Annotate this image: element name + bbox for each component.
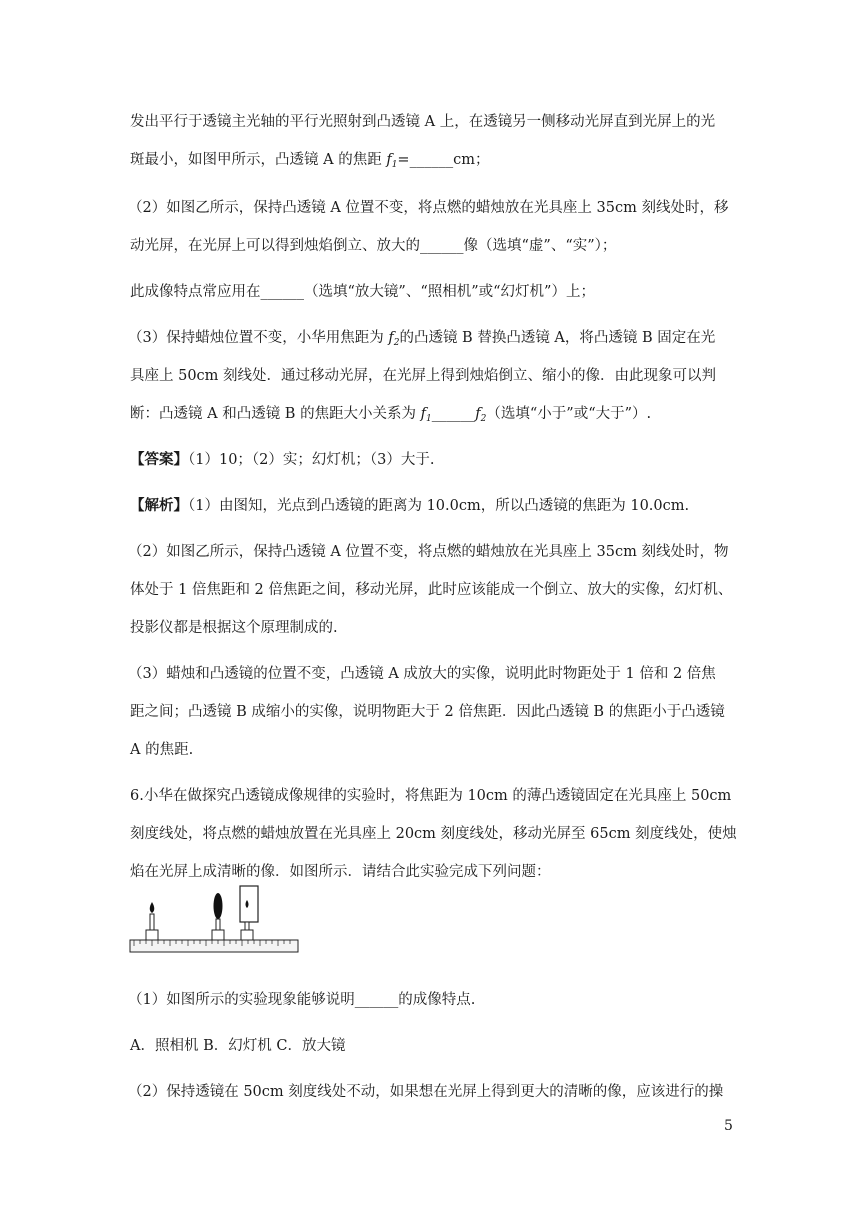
question-part-3: （3）保持蜡烛位置不变，小华用焦距为 $f_2$的凸透镜 B 替换凸透镜 A，将凸透镜 B 固定在光 bbox=[128, 330, 716, 348]
convex-lens bbox=[212, 893, 224, 940]
bench-rail bbox=[130, 940, 298, 952]
text-line: 体处于 1 倍焦距和 2 倍焦距之间，移动光屏，此时应该能成一个倒立、放大的实像，幻灯机、 bbox=[130, 582, 733, 598]
answer-tag: 【答案】 bbox=[130, 451, 188, 468]
text-line: 刻度线处，将点燃的蜡烛放置在光具座上 20cm 刻度线处，移动光屏至 65cm 刻度线处，使烛 bbox=[130, 826, 737, 842]
text-line: 投影仪都是根据这个原理制成的. bbox=[130, 620, 338, 636]
question-part-2: （2）如图乙所示，保持凸透镜 A 位置不变，将点燃的蜡烛放在光具座上 35cm 刻线处时，移 bbox=[128, 200, 729, 216]
analysis-line: 【解析】（1）由图知，光点到凸透镜的距离为 10.0cm，所以凸透镜的焦距为 10.0cm. bbox=[130, 497, 690, 514]
text-line: 发出平行于透镜主光轴的平行光照射到凸透镜 A 上，在透镜另一侧移动光屏直到光屏上的光 bbox=[130, 114, 716, 130]
text-line: A 的焦距. bbox=[130, 742, 194, 758]
candle bbox=[146, 902, 158, 940]
answer-line: 【答案】（1）10；（2）实；幻灯机；（3）大于. bbox=[130, 451, 435, 468]
analysis-part-3: （3）蜡烛和凸透镜的位置不变，凸透镜 A 成放大的实像，说明此时物距处于 1 倍和 2 倍焦 bbox=[128, 666, 716, 682]
text-line: 焰在光屏上成清晰的像．如图所示．请结合此实验完成下列问题： bbox=[130, 864, 551, 880]
text-line: 此成像特点常应用在______（选填“放大镜”、“照相机”或“幻灯机”）上； bbox=[130, 284, 595, 300]
question-6: 6.小华在做探究凸透镜成像规律的实验时，将焦距为 10cm 的薄凸透镜固定在光具座上 50cm bbox=[130, 788, 732, 804]
text-line: 动光屏，在光屏上可以得到烛焰倒立、放大的______像（选填“虚”、“实”）； bbox=[130, 238, 617, 254]
question-6-part-1: （1）如图所示的实验现象能够说明______的成像特点. bbox=[128, 992, 476, 1008]
light-screen bbox=[240, 886, 258, 940]
page-number: 5 bbox=[724, 1118, 733, 1134]
question-6-part-2: （2）保持透镜在 50cm 刻度线处不动，如果想在光屏上得到更大的清晰的像，应该进行的操 bbox=[128, 1084, 724, 1100]
analysis-part-2: （2）如图乙所示，保持凸透镜 A 位置不变，将点燃的蜡烛放在光具座上 35cm 刻线处时，物 bbox=[128, 544, 729, 560]
analysis-tag: 【解析】 bbox=[130, 497, 188, 514]
text-line: 距之间；凸透镜 B 成缩小的实像，说明物距大于 2 倍焦距．因此凸透镜 B 的焦距小于凸透镜 bbox=[130, 704, 725, 720]
text-line: 斑最小，如图甲所示，凸透镜 A 的焦距 $f_1=\_\_\_\_\_\_cm$； bbox=[130, 152, 490, 170]
text-line: 断：凸透镜 A 和凸透镜 B 的焦距大小关系为 $f_1\_\_\_\_\_\_f_2$（选填“小于”或“大于”）. bbox=[130, 406, 652, 424]
text-line: 具座上 50cm 刻线处．通过移动光屏，在光屏上得到烛焰倒立、缩小的像．由此现象可以判 bbox=[130, 368, 717, 384]
answer-options: A．照相机 B．幻灯机 C．放大镜 bbox=[130, 1038, 346, 1054]
optical-bench-figure bbox=[128, 880, 300, 960]
